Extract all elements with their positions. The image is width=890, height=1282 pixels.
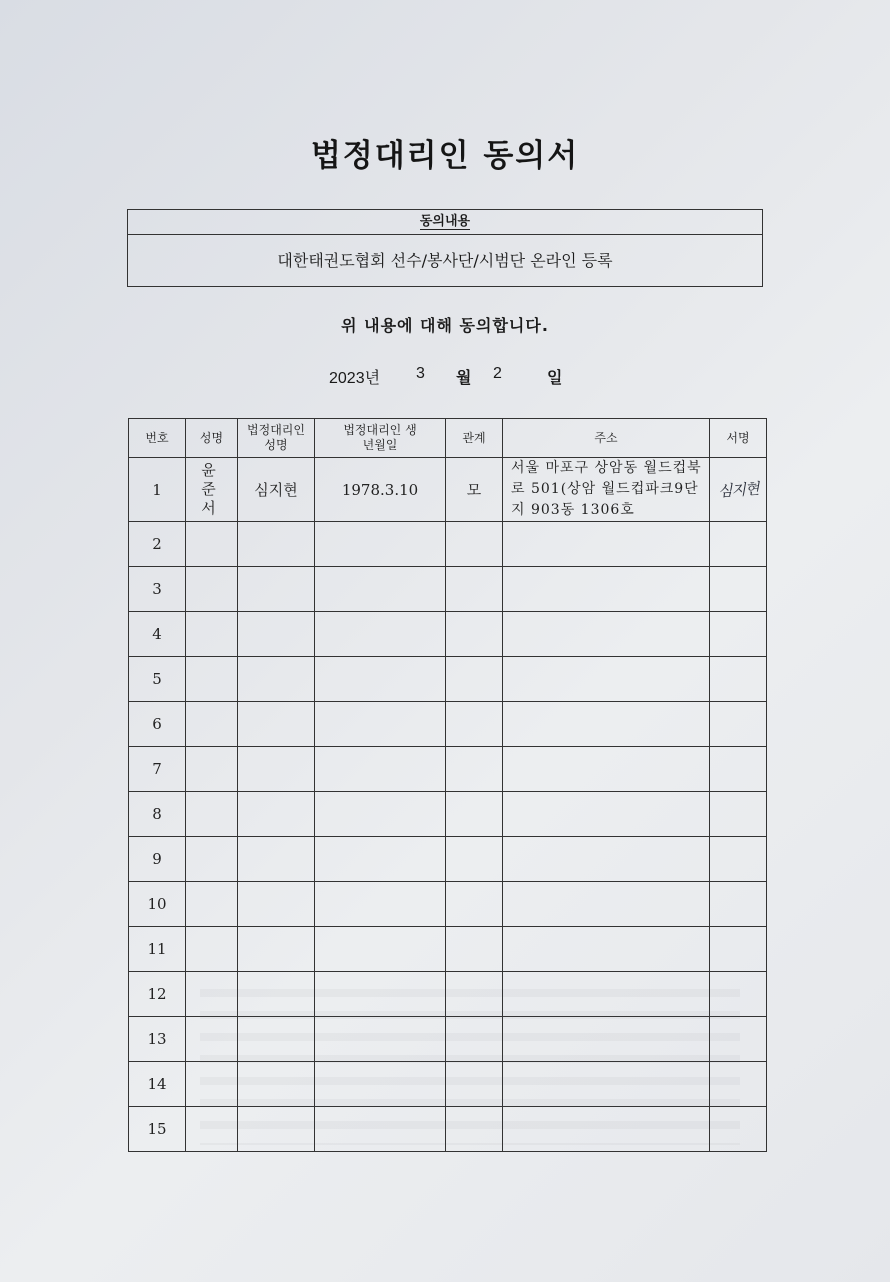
header-guardian-name: [238, 419, 315, 458]
cell-empty: [238, 837, 315, 882]
cell-guardian-name: 심지현: [238, 458, 315, 522]
cell-empty: [710, 927, 767, 972]
cell-empty: [446, 837, 503, 882]
cell-empty: [315, 522, 446, 567]
cell-empty: [186, 927, 238, 972]
handwritten-signature: 심지현: [717, 479, 759, 501]
cell-no: 2: [129, 522, 186, 567]
cell-guardian-birth: 1978.3.10: [315, 458, 446, 522]
cell-no: 7: [129, 747, 186, 792]
cell-empty: [238, 1062, 315, 1107]
header-address: 주소: [503, 419, 710, 458]
cell-empty: [503, 927, 710, 972]
cell-empty: [315, 972, 446, 1017]
cell-empty: [315, 612, 446, 657]
table-header-row: [129, 419, 767, 458]
cell-empty: [446, 702, 503, 747]
cell-empty: [186, 1107, 238, 1152]
cell-empty: [446, 792, 503, 837]
table-row: [129, 1107, 767, 1152]
cell-no: 10: [129, 882, 186, 927]
table-row: [129, 612, 767, 657]
cell-empty: [186, 657, 238, 702]
cell-empty: [503, 882, 710, 927]
consent-header: [128, 210, 762, 235]
cell-no: 1: [129, 458, 186, 522]
cell-empty: [446, 882, 503, 927]
cell-empty: [710, 702, 767, 747]
cell-no: 11: [129, 927, 186, 972]
table-row: [129, 837, 767, 882]
cell-signature: [710, 458, 767, 522]
cell-empty: [503, 1017, 710, 1062]
cell-no: 9: [129, 837, 186, 882]
cell-no: 4: [129, 612, 186, 657]
cell-empty: [503, 522, 710, 567]
cell-relation: 모: [446, 458, 503, 522]
table-row: [129, 927, 767, 972]
cell-empty: [315, 567, 446, 612]
cell-empty: [315, 1017, 446, 1062]
cell-empty: [238, 1017, 315, 1062]
cell-empty: [710, 567, 767, 612]
cell-empty: [446, 927, 503, 972]
cell-empty: [503, 612, 710, 657]
cell-empty: [446, 1107, 503, 1152]
cell-empty: [446, 747, 503, 792]
consent-header-label: 동의내용: [419, 214, 471, 229]
cell-empty: [710, 1107, 767, 1152]
table-row: [129, 1017, 767, 1062]
cell-empty: [710, 837, 767, 882]
cell-empty: [446, 522, 503, 567]
cell-empty: [315, 927, 446, 972]
cell-empty: [186, 792, 238, 837]
cell-no: 8: [129, 792, 186, 837]
cell-empty: [186, 747, 238, 792]
cell-no: 3: [129, 567, 186, 612]
cell-empty: [186, 612, 238, 657]
cell-empty: [186, 1017, 238, 1062]
cell-empty: [238, 612, 315, 657]
cell-empty: [315, 1062, 446, 1107]
cell-name-text: 윤 준 서: [201, 461, 222, 517]
cell-empty: [238, 657, 315, 702]
date-day-value: 2: [493, 365, 502, 382]
cell-empty: [238, 927, 315, 972]
header-no: 번호: [129, 419, 186, 458]
cell-no: 14: [129, 1062, 186, 1107]
cell-empty: [315, 702, 446, 747]
consent-content-box: [127, 209, 763, 287]
cell-address: 서울 마포구 상암동 월드컵북로 501(상암 월드컵파크9단지 903동 1306호: [503, 458, 710, 522]
cell-empty: [238, 702, 315, 747]
table-row: [129, 882, 767, 927]
cell-empty: [238, 567, 315, 612]
cell-empty: [503, 792, 710, 837]
cell-empty: [186, 972, 238, 1017]
cell-empty: [186, 1062, 238, 1107]
cell-empty: [503, 702, 710, 747]
agreement-statement: 위 내용에 대해 동의합니다.: [341, 316, 549, 335]
cell-empty: [238, 972, 315, 1017]
table-row: [129, 657, 767, 702]
table-row: [129, 702, 767, 747]
cell-no: 15: [129, 1107, 186, 1152]
cell-empty: [503, 837, 710, 882]
cell-empty: [186, 522, 238, 567]
cell-empty: [503, 657, 710, 702]
cell-empty: [315, 792, 446, 837]
header-relation: 관계: [446, 419, 503, 458]
cell-empty: [446, 1062, 503, 1107]
cell-empty: [315, 657, 446, 702]
table-row: [129, 972, 767, 1017]
cell-empty: [238, 1107, 315, 1152]
cell-empty: [710, 522, 767, 567]
cell-empty: [315, 882, 446, 927]
table-row: [129, 747, 767, 792]
cell-empty: [503, 1107, 710, 1152]
cell-empty: [186, 882, 238, 927]
cell-no: 12: [129, 972, 186, 1017]
cell-empty: [710, 792, 767, 837]
cell-empty: [446, 1017, 503, 1062]
cell-empty: [446, 657, 503, 702]
header-guardian-birth-text: 법정대리인 생년월일: [343, 423, 417, 452]
table-row: [129, 792, 767, 837]
cell-empty: [710, 1062, 767, 1107]
cell-no: 13: [129, 1017, 186, 1062]
header-signature: 서명: [710, 419, 767, 458]
cell-empty: [238, 747, 315, 792]
cell-empty: [186, 567, 238, 612]
table-row: [129, 522, 767, 567]
table-row: [129, 458, 767, 522]
date-day-label: 일: [547, 368, 563, 387]
cell-empty: [186, 702, 238, 747]
cell-empty: [710, 657, 767, 702]
cell-empty: [238, 792, 315, 837]
header-guardian-name-text: 법정대리인 성명: [247, 423, 305, 452]
cell-empty: [238, 882, 315, 927]
cell-name: [186, 458, 238, 522]
table-row: [129, 567, 767, 612]
cell-empty: [710, 747, 767, 792]
guardian-table: [128, 418, 767, 1152]
cell-empty: [503, 972, 710, 1017]
cell-empty: [315, 747, 446, 792]
cell-empty: [446, 972, 503, 1017]
cell-empty: [503, 1062, 710, 1107]
cell-no: 5: [129, 657, 186, 702]
cell-empty: [503, 747, 710, 792]
cell-empty: [710, 612, 767, 657]
cell-empty: [710, 882, 767, 927]
cell-empty: [710, 972, 767, 1017]
date-month-label: 월: [456, 368, 472, 387]
date-year: 2023년: [329, 370, 381, 387]
consent-body: 대한태권도협회 선수/봉사단/시범단 온라인 등록: [277, 251, 613, 270]
cell-empty: [238, 522, 315, 567]
date-month-value: 3: [416, 365, 425, 382]
cell-empty: [315, 1107, 446, 1152]
header-name: 성명: [186, 419, 238, 458]
cell-empty: [186, 837, 238, 882]
table-row: [129, 1062, 767, 1107]
cell-empty: [710, 1017, 767, 1062]
document-title: 법정대리인 동의서: [310, 138, 580, 174]
cell-empty: [315, 837, 446, 882]
cell-empty: [446, 612, 503, 657]
cell-no: 6: [129, 702, 186, 747]
header-guardian-birth: [315, 419, 446, 458]
cell-empty: [503, 567, 710, 612]
cell-empty: [446, 567, 503, 612]
